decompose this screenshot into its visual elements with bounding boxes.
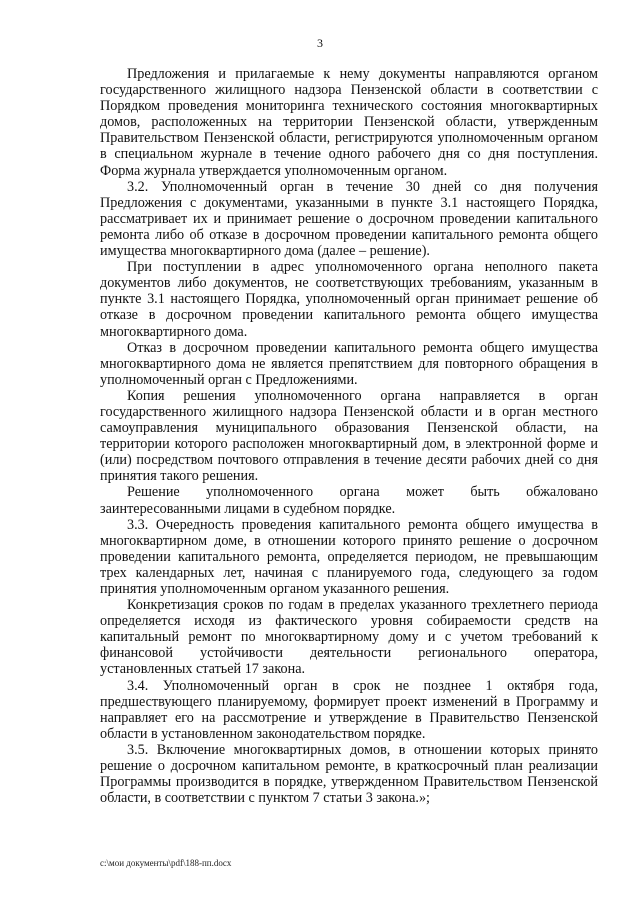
paragraph: Конкретизация сроков по годам в пределах указанного трехлетнего периода определяется исходя из фактического уровня собираемости средств на капитальный ремонт по многоквартирному дому и с учетом требований к финансовой устойчивости деятельности регионального оператора, установленных статьей 17 закона. — [100, 597, 598, 678]
paragraph: 3.5. Включение многоквартирных домов, в отношении которых принято решение о досрочном капитальном ремонте, в краткосрочный план реализации Программы производится в порядке, утвержденном Правительством Пензенской области, в соответствии с пунктом 7 статьи 3 закона.»; — [100, 741, 598, 807]
file-path-footer: c:\мои документы\pdf\188-пп.docx — [100, 858, 232, 868]
paragraph: 3.3. Очередность проведения капитального ремонта общего имущества в многоквартирном доме, в отношении которого принято решение о досрочном проведении капитального ремонта, определяется периодом, не превышающим трех календарных лет, начиная с планируемого года, следующего за годом принятия уполномоченным органом указанного решения. — [100, 516, 598, 597]
paragraph: 3.4. Уполномоченный орган в срок не позднее 1 октября года, предшествующего планируемому, формирует проект изменений в Программу и направляет его на рассмотрение и утверждение в Правительство Пензенской области в установленном законодательством порядке. — [100, 677, 598, 742]
paragraph: Решение уполномоченного органа может быть обжаловано заинтересованными лицами в судебном порядке. — [100, 484, 598, 517]
paragraph: 3.2. Уполномоченный орган в течение 30 дней со дня получения Предложения с документами, указанными в пункте 3.1 настоящего Порядка, рассматривает их и принимает решение о досрочном проведении капитального ремонта либо об отказе в досрочном проведении капитального ремонта общего имущества многоквартирного дома (далее – решение). — [100, 178, 598, 260]
document-body — [100, 66, 598, 806]
page-number: 3 — [317, 36, 323, 50]
paragraph: Предложения и прилагаемые к нему документы направляются органом государственного жилищного надзора Пензенской области в соответствии с Порядком проведения мониторинга технического состояния многоквартирных домов, расположенных на территории Пензенской области, утвержденным Правительством Пензенской области, регистрируются уполномоченным органом в специальном журнале в течение одного рабочего дня со дня поступления. Форма журнала утверждается уполномоченным органом. — [100, 66, 598, 179]
paragraph: Отказ в досрочном проведении капитального ремонта общего имущества многоквартирного дома не является препятствием для повторного обращения в уполномоченный орган с Предложениями. — [100, 339, 598, 388]
paragraph: При поступлении в адрес уполномоченного органа неполного пакета документов либо документов, не соответствующих требованиям, указанным в пункте 3.1 настоящего Порядка, уполномоченный орган принимает решение об отказе в досрочном проведении капитального ремонта общего имущества многоквартирного дома. — [100, 259, 598, 340]
paragraph: Копия решения уполномоченного органа направляется в орган государственного жилищного надзора Пензенской области и в орган местного самоуправления муниципального образования Пензенской области, на территории которого расположен многоквартирный дом, в электронной форме и (или) посредством почтового отправления в течение десяти рабочих дней со дня принятия такого решения. — [100, 387, 598, 485]
